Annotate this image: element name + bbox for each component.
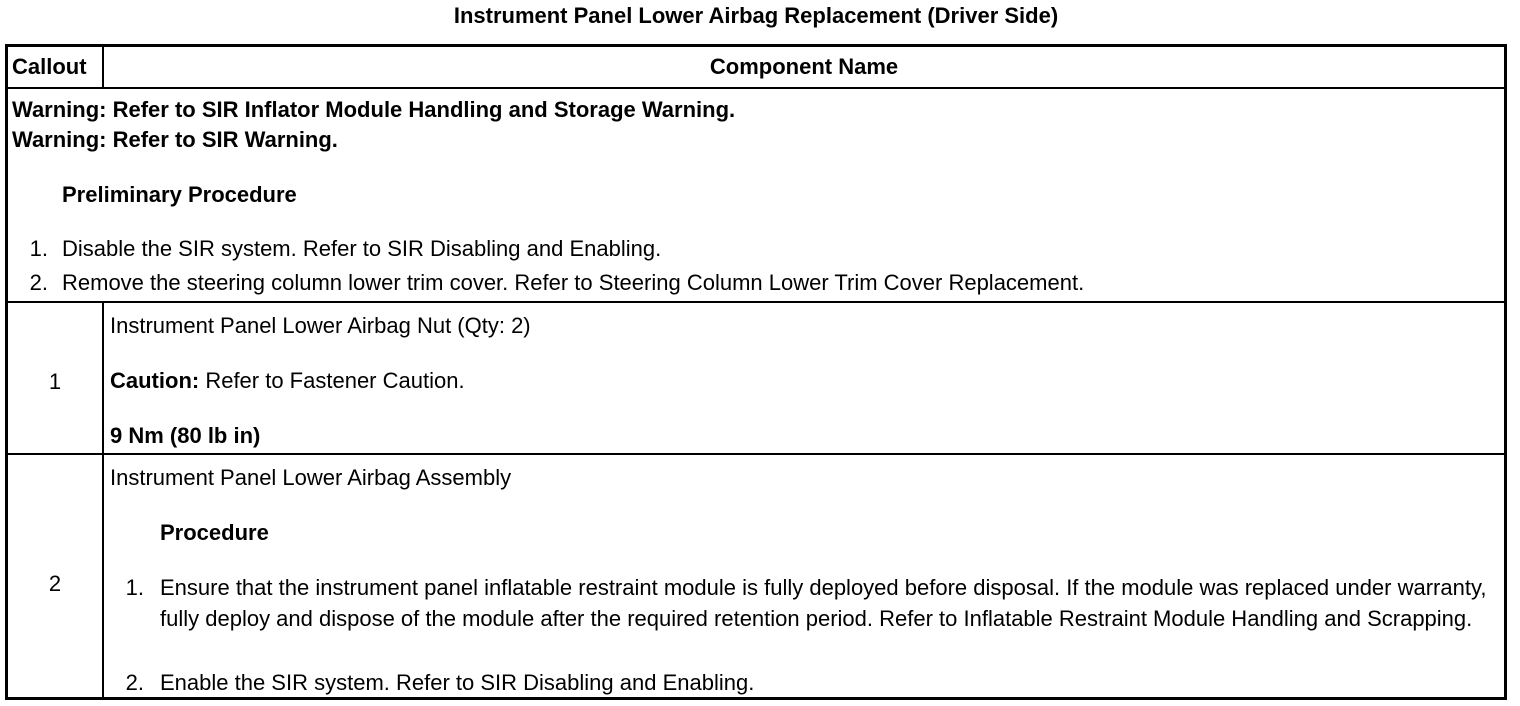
table-row xyxy=(8,455,1504,697)
step-text: Ensure that the instrument panel inflatable restraint module is fully deployed before disposal. If the module was replaced under warranty, fully deploy and dispose of the module after the required retention period. Refer to Inflatable Restraint Module Handling and Scrapping. xyxy=(160,575,1487,631)
warning-sir: Warning: Refer to SIR Warning. xyxy=(12,127,338,152)
step-text: Enable the SIR system. Refer to SIR Disabling and Enabling. xyxy=(160,670,755,695)
step-number: 1. xyxy=(29,236,48,261)
procedure-heading: Procedure xyxy=(160,520,269,545)
header-component-name: Component Name xyxy=(709,54,899,79)
preliminary-section xyxy=(8,89,1504,303)
table-row xyxy=(8,303,1504,455)
procedure-table xyxy=(5,44,1507,700)
warning-inflator: Warning: Refer to SIR Inflator Module Handling and Storage Warning. xyxy=(12,97,736,122)
caution-note xyxy=(110,368,465,394)
torque-spec: 9 Nm (80 lb in) xyxy=(110,423,261,448)
callout-cell xyxy=(8,303,104,453)
callout-number: 2 xyxy=(48,571,62,596)
component-name: Instrument Panel Lower Airbag Nut (Qty: 2) xyxy=(110,313,531,338)
preliminary-step-1 xyxy=(14,236,661,262)
step-text: Remove the steering column lower trim cover. Refer to Steering Column Lower Trim Cover Replacement. xyxy=(62,270,1085,295)
component-name: Instrument Panel Lower Airbag Assembly xyxy=(110,465,512,490)
header-callout: Callout xyxy=(8,47,104,87)
callout-cell xyxy=(8,455,104,697)
step-number: 1. xyxy=(125,575,144,600)
preliminary-procedure-heading: Preliminary Procedure xyxy=(62,182,297,207)
step-number: 2. xyxy=(125,670,144,695)
step-number: 2. xyxy=(29,270,48,295)
document-title: Instrument Panel Lower Airbag Replacement (Driver Side) xyxy=(453,3,1059,28)
callout-number: 1 xyxy=(48,369,62,394)
step-text: Disable the SIR system. Refer to SIR Disabling and Enabling. xyxy=(62,236,662,261)
preliminary-step-2 xyxy=(14,270,1084,296)
caution-text: Refer to Fastener Caution. xyxy=(199,368,465,393)
caution-label: Caution: xyxy=(110,368,200,393)
table-header-row xyxy=(8,47,1504,89)
